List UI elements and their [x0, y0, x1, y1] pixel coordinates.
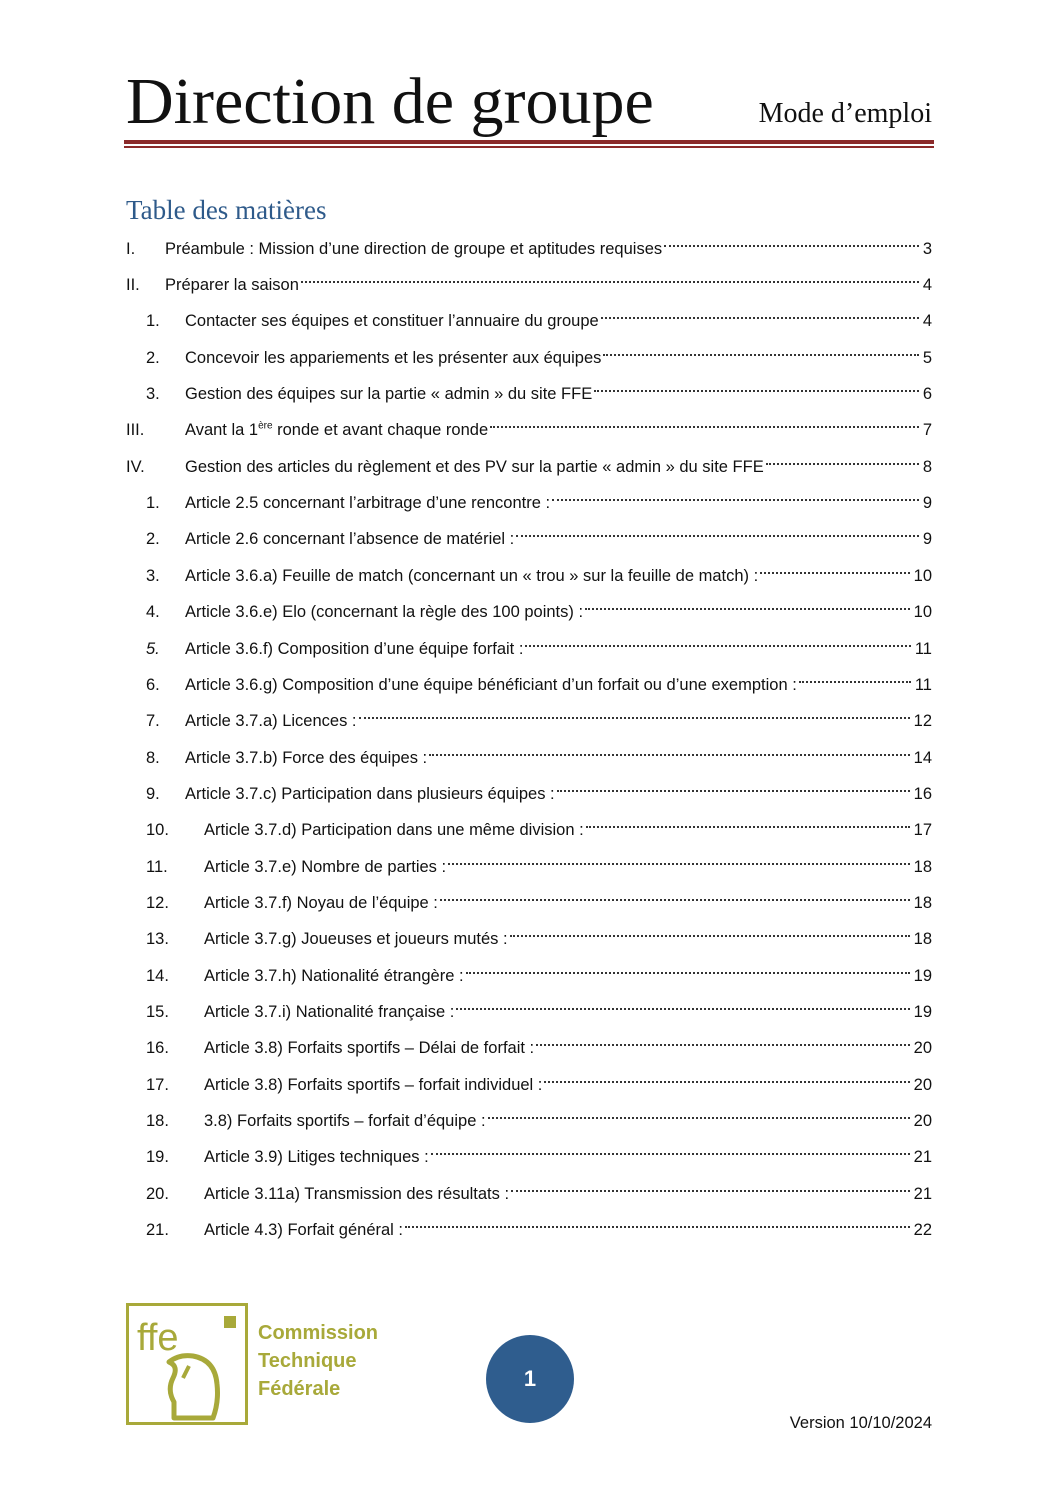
toc-entry-number: 17.: [146, 1076, 169, 1094]
toc-entry-superscript: ère: [258, 420, 273, 432]
toc-entry-title: Préambule : Mission d’une direction de groupe et aptitudes requises: [165, 240, 663, 258]
toc-entry-title: Article 3.6.e) Elo (concernant la règle des 100 points) :: [185, 603, 584, 621]
toc-entry-page: 21: [913, 1185, 932, 1203]
toc-entry-leader: [603, 337, 918, 363]
toc-entry-title-part: Avant la 1: [185, 421, 259, 439]
toc-entry[interactable]: [146, 1136, 932, 1166]
toc-entry-number: 3.: [146, 385, 160, 403]
toc-entry-page: 20: [913, 1112, 932, 1130]
toc-entry-page: 20: [913, 1076, 932, 1094]
toc-entry[interactable]: [126, 228, 932, 258]
toc-entry[interactable]: [146, 1027, 932, 1057]
toc-entry-number: 3.: [146, 567, 160, 585]
toc-entry-leader: [466, 955, 910, 981]
toc-entry[interactable]: [146, 628, 932, 658]
toc-entry-number: 19.: [146, 1148, 169, 1166]
toc-entry-number: 15.: [146, 1003, 169, 1021]
toc-entry-page: 9: [922, 530, 932, 548]
toc-entry-number: 2.: [146, 530, 160, 548]
toc-entry-title-part: ronde et avant chaque ronde: [272, 421, 489, 439]
toc-entry-page: 11: [914, 676, 932, 694]
toc-entry[interactable]: [146, 373, 932, 403]
toc-entry-leader: [301, 264, 919, 290]
header-rule-thin: [124, 146, 934, 148]
toc-entry[interactable]: [146, 991, 932, 1021]
toc-entry-number: IV.: [126, 458, 145, 476]
version-label: Version 10/10/2024: [789, 1414, 932, 1432]
toc-entry-number: 21.: [146, 1221, 169, 1239]
toc-entry-leader: [601, 300, 919, 326]
toc-entry-number: 10.: [146, 821, 169, 839]
toc-entry[interactable]: [146, 846, 932, 876]
toc-entry-title: Article 3.7.c) Participation dans plusieurs équipes :: [185, 785, 555, 803]
page-title: Direction de groupe: [126, 65, 654, 138]
toc-entry-title: Article 3.11a) Transmission des résultats :: [204, 1185, 510, 1203]
toc-entry-page: 6: [922, 385, 932, 403]
toc-entry-title: Article 3.6.f) Composition d’une équipe forfait :: [185, 640, 524, 658]
toc-entry-page: 10: [913, 603, 932, 621]
toc-entry-title: Gestion des équipes sur la partie « admin » du site FFE: [185, 385, 593, 403]
toc-entry-page: 21: [913, 1148, 932, 1166]
logo-text-line: Technique: [258, 1350, 357, 1372]
logo-text: [258, 1319, 408, 1403]
toc-entry-leader: [359, 700, 910, 726]
toc-entry[interactable]: [146, 337, 932, 367]
toc-entry-title: Gestion des articles du règlement et des PV sur la partie « admin » du site FFE: [185, 458, 764, 476]
toc-entry-title: Article 3.8) Forfaits sportifs – Délai de forfait :: [204, 1039, 535, 1057]
toc-entry[interactable]: [146, 918, 932, 948]
toc-entry[interactable]: [146, 482, 932, 512]
toc-entry-leader: [516, 518, 919, 544]
toc-entry-leader: [525, 628, 910, 654]
toc-entry-number: 1.: [146, 312, 160, 330]
toc-entry[interactable]: [146, 1209, 932, 1239]
toc-entry-leader: [799, 664, 911, 690]
toc-entry-leader: [448, 846, 910, 872]
toc-entry-title: Article 3.6.g) Composition d’une équipe bénéficiant d’un forfait ou d’une exemption :: [185, 676, 797, 694]
page-number-badge: 1: [486, 1335, 574, 1423]
toc-entry-page: 17: [913, 821, 932, 839]
toc-entry-leader: [557, 773, 910, 799]
toc-entry[interactable]: [146, 1173, 932, 1203]
toc-entry-number: 20.: [146, 1185, 169, 1203]
toc-entry-leader: [456, 991, 909, 1017]
toc-entry-page: 7: [922, 421, 932, 439]
toc-entry-title: Article 3.7.b) Force des équipes :: [185, 749, 428, 767]
toc-entry[interactable]: [146, 955, 932, 985]
toc-entry-page: 10: [913, 567, 932, 585]
toc-entry-page: 3: [922, 240, 932, 258]
toc-entry-page: 16: [913, 785, 932, 803]
toc-heading: Table des matières: [126, 195, 327, 225]
toc-entry-number: 13.: [146, 930, 169, 948]
toc-entry-title: Article 3.7.h) Nationalité étrangère :: [204, 967, 464, 985]
toc-entry-leader: [490, 409, 919, 435]
toc-entry-title: Article 4.3) Forfait général :: [204, 1221, 403, 1239]
toc-entry-number: 6.: [146, 676, 160, 694]
toc-entry-number: II.: [126, 276, 140, 294]
toc-entry-leader: [586, 809, 910, 835]
toc-entry-page: 9: [922, 494, 932, 512]
toc-entry-leader: [594, 373, 919, 399]
toc-entry-title: Article 3.7.a) Licences :: [185, 712, 357, 730]
toc-entry-leader: [511, 1173, 910, 1199]
toc-entry-leader: [766, 446, 919, 472]
page-subtitle: Mode d’emploi: [758, 98, 932, 129]
toc-entry-page: 19: [913, 967, 932, 985]
toc-entry[interactable]: [146, 773, 932, 803]
toc-entry-leader: [431, 1136, 910, 1162]
toc-entry-page: 18: [913, 858, 932, 876]
toc-entry[interactable]: [126, 409, 932, 439]
toc-entry-number: 9.: [146, 785, 160, 803]
logo-frame: [126, 1303, 248, 1425]
toc-entry-page: 18: [913, 930, 932, 948]
knight-icon: [129, 1306, 245, 1422]
toc-entry-number: 8.: [146, 749, 160, 767]
toc-entry-page: 14: [913, 749, 932, 767]
toc-entry[interactable]: [126, 264, 932, 294]
toc-entry-number: 1.: [146, 494, 160, 512]
toc-entry-number: 14.: [146, 967, 169, 985]
toc-entry[interactable]: [146, 555, 932, 585]
logo-text-line: Commission: [258, 1322, 379, 1344]
toc-entry-number: 16.: [146, 1039, 169, 1057]
header-rule-thick: [124, 140, 934, 144]
toc-entry[interactable]: [146, 664, 932, 694]
toc-entry-title: Préparer la saison: [165, 276, 299, 294]
toc-entry-title: Article 3.7.f) Noyau de l’équipe :: [204, 894, 438, 912]
toc-entry-page: 18: [913, 894, 932, 912]
toc-entry-page: 4: [922, 312, 932, 330]
logo-mark: ffe: [137, 1317, 179, 1359]
ffe-logo: [126, 1303, 396, 1429]
toc-entry-number: 12.: [146, 894, 169, 912]
toc-entry[interactable]: [146, 1100, 932, 1130]
toc-entry-leader: [536, 1027, 910, 1053]
toc-entry-title: Article 3.8) Forfaits sportifs – forfait individuel :: [204, 1076, 543, 1094]
toc-entry-title: Article 3.7.e) Nombre de parties :: [204, 858, 447, 876]
toc-entry-page: 5: [922, 349, 932, 367]
toc-entry-title: Article 3.9) Litiges techniques :: [204, 1148, 429, 1166]
toc-entry-page: 19: [913, 1003, 932, 1021]
toc-entry[interactable]: [126, 446, 932, 476]
toc-entry-leader: [488, 1100, 910, 1126]
toc-entry-leader: [544, 1064, 909, 1090]
toc-entry-leader: [664, 228, 919, 254]
toc-entry-title: Contacter ses équipes et constituer l’annuaire du groupe: [185, 312, 599, 330]
toc-entry[interactable]: [146, 882, 932, 912]
toc-entry-page: 12: [913, 712, 932, 730]
toc-entry-page: 11: [914, 640, 932, 658]
toc-entry-number: 2.: [146, 349, 160, 367]
toc-entry-title: Article 3.7.g) Joueuses et joueurs mutés :: [204, 930, 508, 948]
toc-entry-title: [185, 417, 488, 443]
toc-entry-number: 5.: [146, 640, 160, 658]
logo-text-line: Fédérale: [258, 1378, 341, 1400]
toc-entry-number: 4.: [146, 603, 160, 621]
toc-entry-number: I.: [126, 240, 136, 258]
toc-entry-title: Article 3.7.i) Nationalité française :: [204, 1003, 455, 1021]
toc-entry[interactable]: [146, 737, 932, 767]
toc-entry-number: III.: [126, 421, 145, 439]
toc-entry-title: Concevoir les appariements et les présenter aux équipes: [185, 349, 602, 367]
toc-entry-leader: [585, 591, 910, 617]
toc-entry[interactable]: [146, 591, 932, 621]
toc-entry-title: Article 2.6 concernant l’absence de matériel :: [185, 530, 515, 548]
toc-entry-number: 11.: [146, 858, 168, 876]
toc-entry-title: 3.8) Forfaits sportifs – forfait d’équipe :: [204, 1112, 486, 1130]
toc-entry[interactable]: [146, 1064, 932, 1094]
toc-entry-leader: [760, 555, 909, 581]
toc-entry[interactable]: [146, 300, 932, 330]
toc-entry-number: 18.: [146, 1112, 169, 1130]
toc-entry-title: Article 2.5 concernant l’arbitrage d’une rencontre :: [185, 494, 551, 512]
toc-entry[interactable]: [146, 809, 932, 839]
toc-entry-page: 8: [922, 458, 932, 476]
toc-entry-page: 20: [913, 1039, 932, 1057]
toc-entry[interactable]: [146, 700, 932, 730]
toc-entry[interactable]: [146, 518, 932, 548]
toc-entry-number: 7.: [146, 712, 160, 730]
toc-entry-leader: [405, 1209, 910, 1235]
toc-entry-leader: [440, 882, 910, 908]
toc-entry-page: 4: [922, 276, 932, 294]
toc-entry-leader: [429, 737, 910, 763]
toc-entry-title: Article 3.7.d) Participation dans une même division :: [204, 821, 584, 839]
toc-entry-leader: [552, 482, 919, 508]
toc-entry-page: 22: [913, 1221, 932, 1239]
toc-entry-title: Article 3.6.a) Feuille de match (concernant un « trou » sur la feuille de match) :: [185, 567, 759, 585]
toc-entry-leader: [510, 918, 910, 944]
